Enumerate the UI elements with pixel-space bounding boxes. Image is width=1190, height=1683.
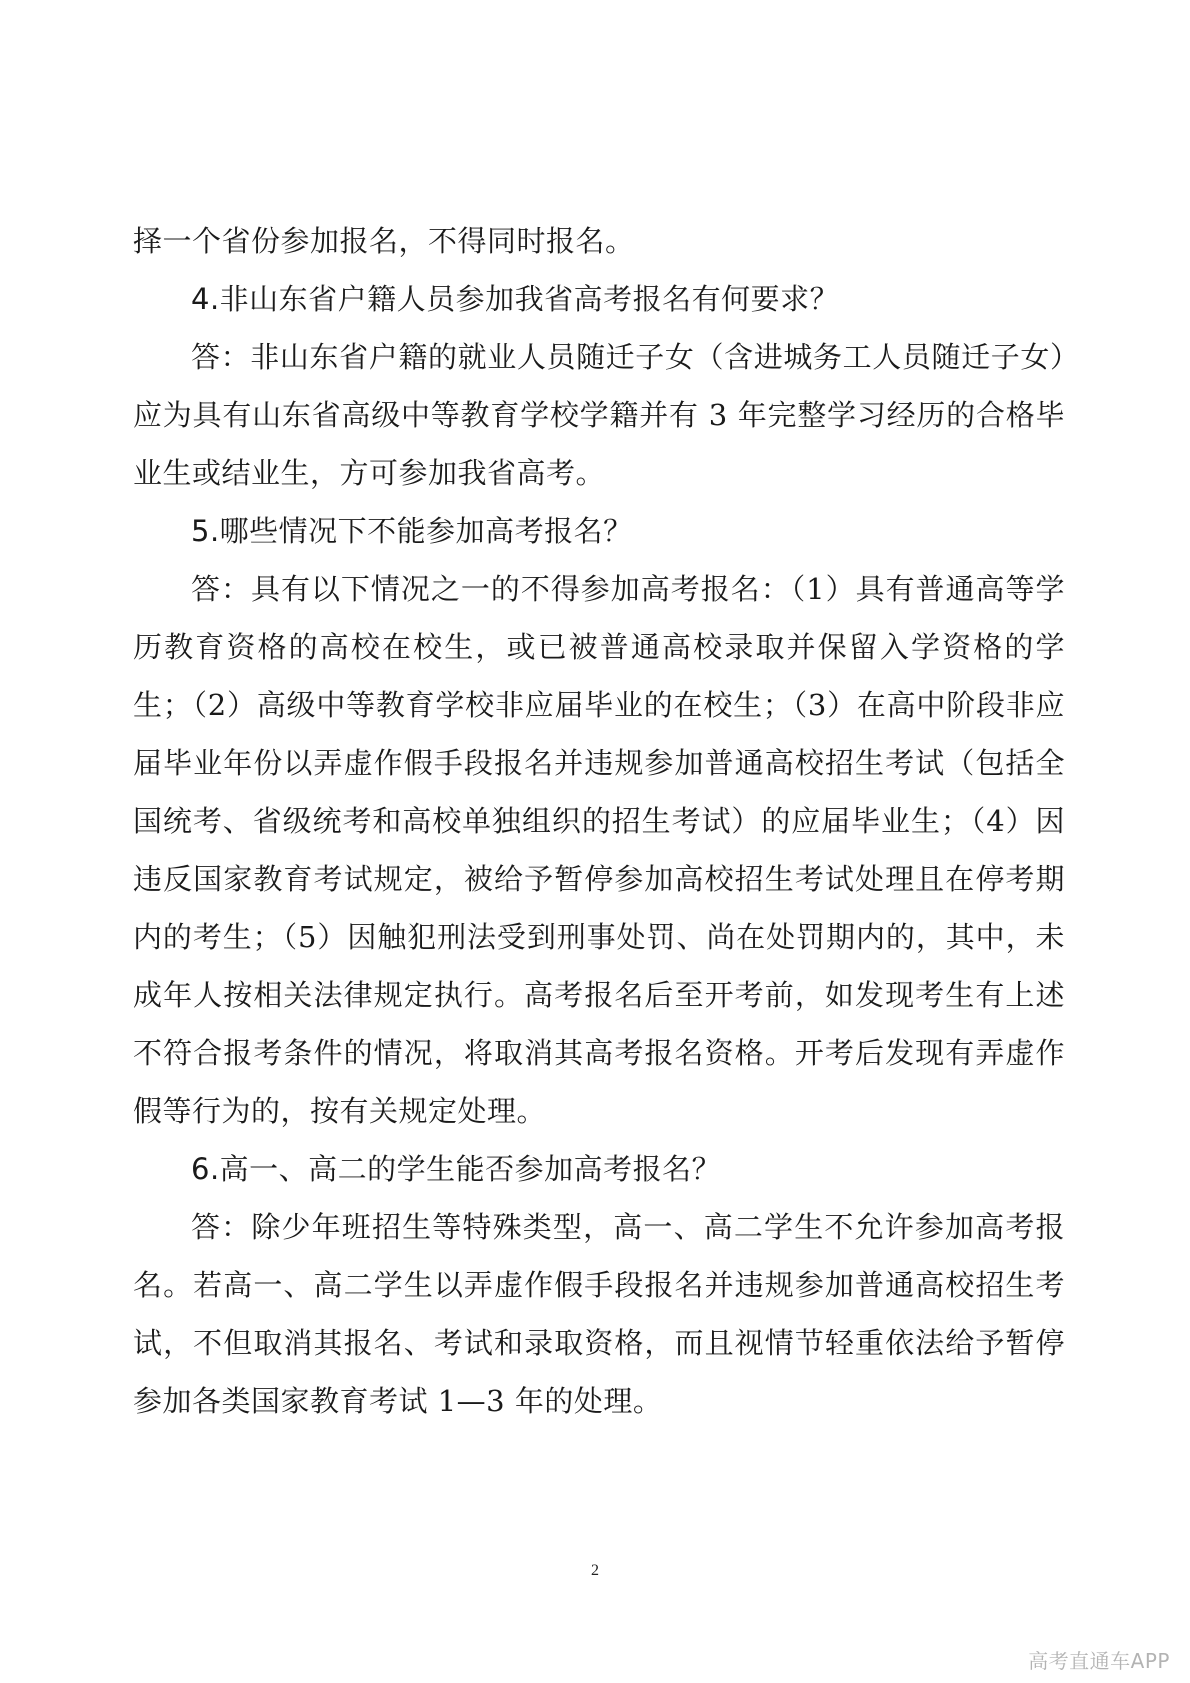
question-heading-5: 5.哪些情况下不能参加高考报名？ xyxy=(191,514,633,548)
question-heading-6: 6.高一、高二的学生能否参加高考报名？ xyxy=(191,1152,722,1186)
question-heading-4: 4.非山东省户籍人员参加我省高考报名有何要求？ xyxy=(191,282,840,316)
document-body xyxy=(133,212,1065,1430)
answer-paragraph-5: 答：具有以下情况之一的不得参加高考报名：（1）具有普通高等学历教育资格的高校在校生，或已被普通高校录取并保留入学资格的学生；（2）高级中等教育学校非应届毕业的在校生；（3）在高中阶段非应届毕业年份以弄虚作假手段报名并违规参加普通高校招生考试（包括全国统考、省级统考和高校单独组织的招生考试）的应届毕业生；（4）因违反国家教育考试规定，被给予暂停参加高校招生考试处理且在停考期内的考生；（5）因触犯刑法受到刑事处罚、尚在处罚期内的，其中，未成年人按相关法律规定执行。高考报名后至开考前，如发现考生有上述不符合报考条件的情况，将取消其高考报名资格。开考后发现有弄虚作假等行为的，按有关规定处理。 xyxy=(133,572,1065,1128)
page-number: 2 xyxy=(591,1562,599,1579)
answer-paragraph-6: 答：除少年班招生等特殊类型，高一、高二学生不允许参加高考报名。若高一、高二学生以弄虚作假手段报名并违规参加普通高校招生考试，不但取消其报名、考试和录取资格，而且视情节轻重依法给予暂停参加各类国家教育考试 1—3 年的处理。 xyxy=(133,1210,1065,1418)
answer-paragraph-4: 答：非山东省户籍的就业人员随迁子女（含进城务工人员随迁子女）应为具有山东省高级中等教育学校学籍并有 3 年完整学习经历的合格毕业生或结业生，方可参加我省高考。 xyxy=(133,340,1065,490)
watermark: 高考直通车APP xyxy=(1028,1649,1170,1673)
body-paragraph: 择一个省份参加报名，不得同时报名。 xyxy=(133,224,635,258)
